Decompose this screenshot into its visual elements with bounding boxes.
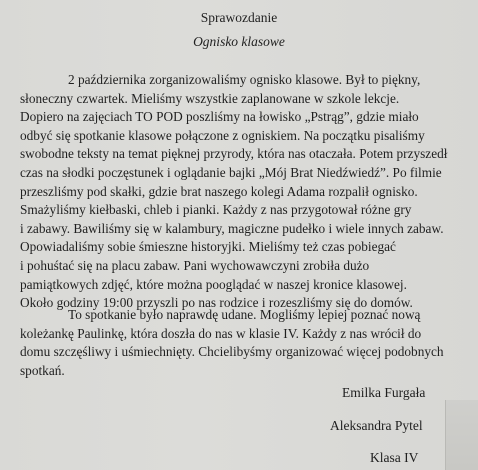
paragraph-line: przeszliśmy pod skałki, gdzie brat naszego kolegi Adama rozpalił ognisko. <box>20 183 418 199</box>
paragraph-line: swobodne teksty na temat pięknej przyrody, która nas otaczała. Potem przyszedł <box>20 146 448 162</box>
paragraph-line: To spotkanie było naprawdę udane. Mogliśmy lepiej poznać nową <box>68 307 421 322</box>
paragraph-line: pamiątkowych zdjęć, które można pooglądać w naszej kronice klasowej. <box>20 276 407 292</box>
paragraph-line: Opowiadaliśmy sobie śmieszne historyjki. Mieliśmy też czas pobiegać <box>20 239 396 255</box>
paragraph-line: i pohuśtać się na placu zabaw. Pani wychowawczyni zrobiła dużo <box>20 257 370 273</box>
paragraph-line: 2 października zorganizowaliśmy ognisko klasowe. Był to piękny, <box>68 72 421 87</box>
page-fold <box>445 400 478 470</box>
paragraph-line: Smażyliśmy kiełbaski, chleb i pianki. Każdy z nas przygotował różne gry <box>20 202 412 218</box>
signature-author-1: Emilka Furgała <box>342 385 426 400</box>
paragraph-line: spotkań. <box>20 362 65 378</box>
document-subtitle: Ognisko klasowe <box>193 34 285 49</box>
paragraph-line: domu szczęśliwy i uśmiechnięty. Chcielibyśmy organizować więcej podobnych <box>20 344 444 360</box>
paragraph-2 <box>20 306 460 380</box>
paragraph-1 <box>20 71 460 313</box>
signature-author-2: Aleksandra Pytel <box>330 418 423 433</box>
paragraph-line: odbyć się spotkanie klasowe połączone z ogniskiem. Na początku pisaliśmy <box>20 127 425 143</box>
document-title: Sprawozdanie <box>200 10 278 25</box>
paragraph-line: i zabawy. Bawiliśmy się w kalambury, magiczne pudełko i wiele innych zabaw. <box>20 220 444 236</box>
paragraph-line: słoneczny czwartek. Mieliśmy wszystkie zaplanowane w szkole lekcje. <box>20 90 400 106</box>
paragraph-line: Dopiero na zajęciach TO POD poszliśmy na łowisko „Pstrąg”, gdzie miało <box>20 109 419 125</box>
signature-class: Klasa IV <box>370 450 419 465</box>
paragraph-line: czas na słodki poczęstunek i oglądanie bajki „Mój Brat Niedźwiedź”. Po filmie <box>20 164 442 180</box>
paragraph-line: Około godziny 19:00 przyszli po nas rodzice i rozeszliśmy się do domów. <box>20 295 413 311</box>
paragraph-line: koleżankę Paulinkę, która doszła do nas w klasie IV. Każdy z nas wrócił do <box>20 325 422 341</box>
